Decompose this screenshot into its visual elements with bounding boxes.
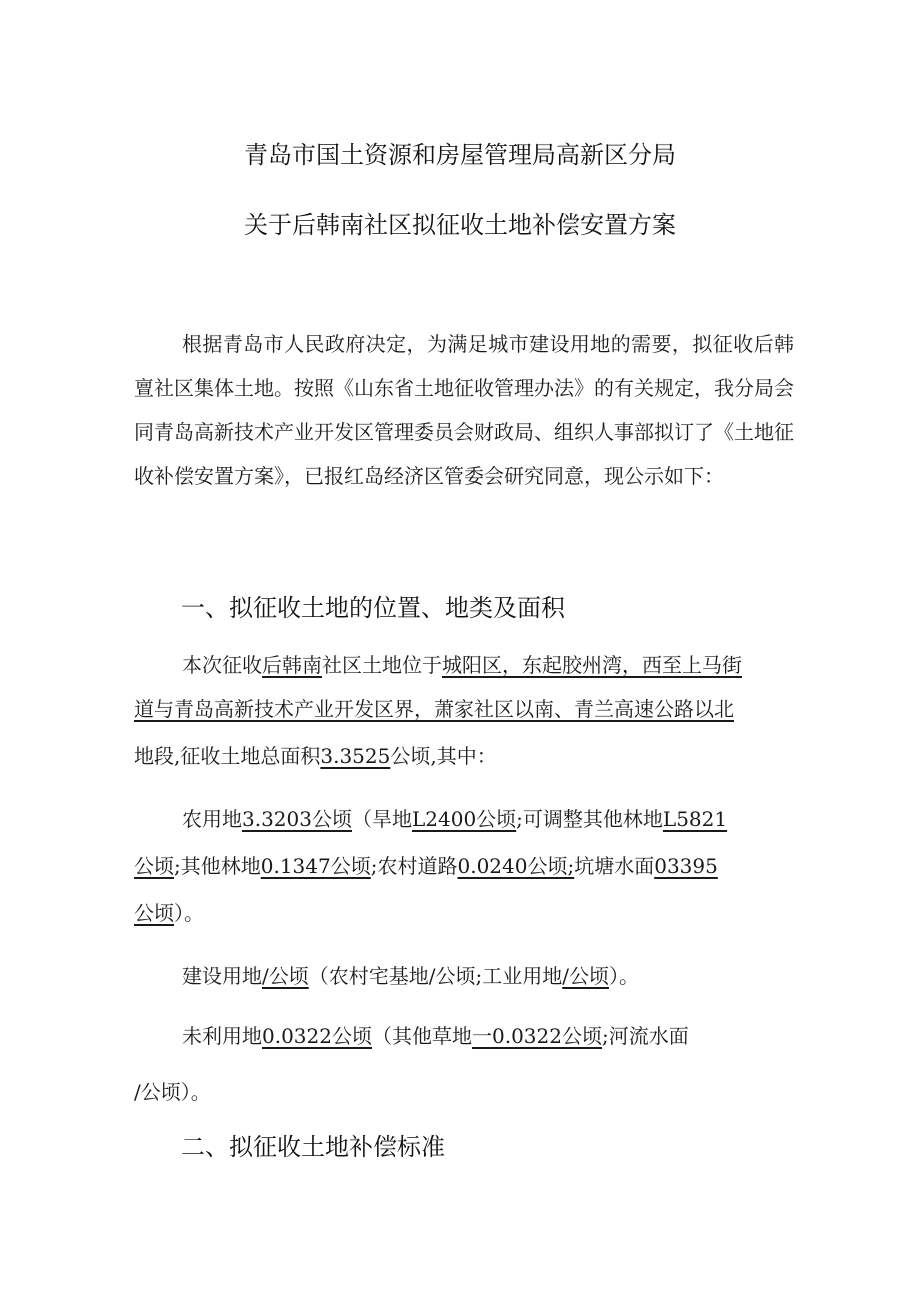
farmland-line-3: 公顷）。 bbox=[134, 901, 204, 925]
document-title-line-1: 青岛市国土资源和房屋管理局高新区分局 bbox=[244, 141, 676, 169]
location-line-1: 本次征收后韩南社区土地位于城阳区，东起胶州湾，西至上马街 bbox=[182, 653, 742, 677]
section-2-heading: 二、拟征收土地补偿标准 bbox=[181, 1133, 445, 1161]
location-line-3: 地段,征收土地总面积3.3525公顷,其中： bbox=[134, 744, 497, 768]
construction-line: 建设用地/公顷（农村宅基地/公顷;工业用地/公顷）。 bbox=[182, 964, 639, 988]
unused-land-line-1: 未利用地0.0322公顷（其他草地一0.0322公顷;河流水面 bbox=[182, 1024, 689, 1048]
location-line-2: 道与青岛高新技术产业开发区界，萧家社区以南、青兰高速公路以北 bbox=[134, 697, 734, 721]
section-1-heading: 一、拟征收土地的位置、地类及面积 bbox=[181, 594, 565, 622]
farmland-line-2: 公顷;其他林地0.1347公顷;农村道路0.0240公顷;坑塘水面03395 bbox=[134, 854, 718, 878]
intro-paragraph: 根据青岛市人民政府决定，为满足城市建设用地的需要，拟征收后韩亶社区集体土地。按照《山东省土地征收管理办法》的有关规定，我分局会同青岛高新技术产业开发区管理委员会财政局、组织人事部拟订了《土地征收补偿安置方案》，已报红岛经济区管委会研究同意，现公示如下： bbox=[134, 332, 794, 488]
farmland-line-1: 农用地3.3203公顷（旱地L2400公顷;可调整其他林地L5821 bbox=[182, 807, 728, 831]
unused-land-line-2: /公顷）。 bbox=[134, 1080, 211, 1104]
document-title-line-2: 关于后韩南社区拟征收土地补偿安置方案 bbox=[244, 211, 676, 239]
